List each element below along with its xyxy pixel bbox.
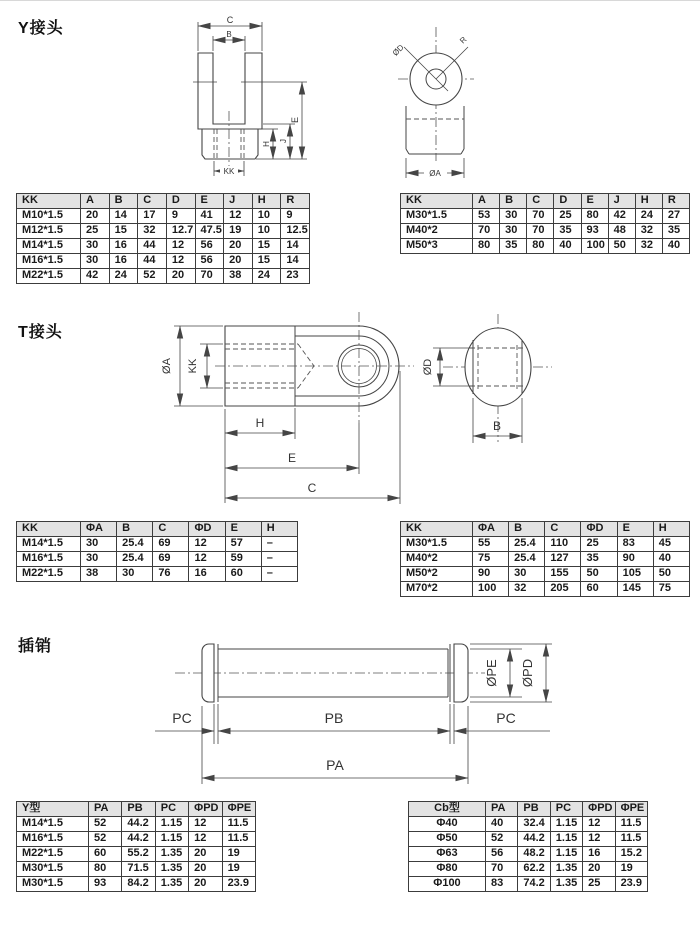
value-cell: 24 xyxy=(109,269,138,284)
row-label-cell: M30*1.5 xyxy=(401,209,473,224)
column-header: ΦA xyxy=(81,522,117,537)
value-cell: 52 xyxy=(138,269,167,284)
value-cell: 1.15 xyxy=(155,832,188,847)
table-row xyxy=(17,239,310,254)
table-header-row xyxy=(401,522,690,537)
table-row xyxy=(17,862,256,877)
value-cell: 93 xyxy=(89,877,122,892)
row-label-cell: M16*1.5 xyxy=(17,832,89,847)
value-cell: 44.2 xyxy=(122,817,155,832)
table-row xyxy=(17,269,310,284)
value-cell: 35 xyxy=(581,552,617,567)
value-cell: 1.15 xyxy=(155,817,188,832)
dim-label-r: R xyxy=(458,35,469,46)
row-label-cell: M22*1.5 xyxy=(17,847,89,862)
column-header: H xyxy=(653,522,689,537)
value-cell: 30 xyxy=(81,254,110,269)
table-row xyxy=(17,567,298,582)
row-label-cell: M10*1.5 xyxy=(17,209,81,224)
spec-table xyxy=(16,801,256,892)
table-row xyxy=(17,254,310,269)
value-cell: 56 xyxy=(195,239,224,254)
column-header: C xyxy=(545,522,581,537)
value-cell: 30 xyxy=(117,567,153,582)
value-cell: 52 xyxy=(89,832,122,847)
value-cell: 1.35 xyxy=(550,862,582,877)
value-cell: 55.2 xyxy=(122,847,155,862)
value-cell: 44 xyxy=(138,254,167,269)
value-cell: 20 xyxy=(224,254,253,269)
value-cell: 80 xyxy=(581,209,608,224)
value-cell: 48 xyxy=(608,224,635,239)
column-header: KK xyxy=(17,194,81,209)
pin-drawing xyxy=(130,626,560,791)
value-cell: 52 xyxy=(486,832,518,847)
value-cell: 47.5 xyxy=(195,224,224,239)
column-header: B xyxy=(109,194,138,209)
value-cell: 69 xyxy=(153,537,189,552)
row-label-cell: M14*1.5 xyxy=(17,239,81,254)
value-cell: 25 xyxy=(554,209,581,224)
value-cell: 35 xyxy=(500,239,527,254)
row-label-cell: Φ80 xyxy=(409,862,486,877)
value-cell: 80 xyxy=(473,239,500,254)
value-cell: 38 xyxy=(81,567,117,582)
value-cell: 27 xyxy=(662,209,689,224)
value-cell: 69 xyxy=(153,552,189,567)
row-label-cell: M22*1.5 xyxy=(17,269,81,284)
row-label-cell: Φ100 xyxy=(409,877,486,892)
table-row xyxy=(17,537,298,552)
value-cell: 70 xyxy=(486,862,518,877)
value-cell: 12.5 xyxy=(281,224,310,239)
row-label-cell: M40*2 xyxy=(401,552,473,567)
column-header: ΦPE xyxy=(615,802,647,817)
value-cell: 41 xyxy=(195,209,224,224)
row-label-cell: M12*1.5 xyxy=(17,224,81,239)
column-header: J xyxy=(224,194,253,209)
table-row xyxy=(401,552,690,567)
value-cell: 32 xyxy=(635,224,662,239)
value-cell: 17 xyxy=(138,209,167,224)
row-label-cell: M16*1.5 xyxy=(17,254,81,269)
column-header: E xyxy=(617,522,653,537)
value-cell: 12 xyxy=(189,817,222,832)
value-cell: 32 xyxy=(509,582,545,597)
value-cell: 1.35 xyxy=(155,847,188,862)
table-row xyxy=(17,877,256,892)
value-cell: 12 xyxy=(166,254,195,269)
column-header: R xyxy=(281,194,310,209)
value-cell: 50 xyxy=(581,567,617,582)
value-cell: 70 xyxy=(195,269,224,284)
dim-label-h: H xyxy=(255,416,265,430)
value-cell: 9 xyxy=(166,209,195,224)
value-cell: 52 xyxy=(89,817,122,832)
value-cell: 23.9 xyxy=(222,877,255,892)
value-cell: 127 xyxy=(545,552,581,567)
value-cell: 14 xyxy=(281,254,310,269)
value-cell: – xyxy=(261,537,297,552)
value-cell: 40 xyxy=(486,817,518,832)
table-header-row xyxy=(17,522,298,537)
value-cell: 12 xyxy=(583,832,615,847)
value-cell: 9 xyxy=(281,209,310,224)
value-cell: 20 xyxy=(189,847,222,862)
row-label-cell: Φ50 xyxy=(409,832,486,847)
value-cell: 24 xyxy=(635,209,662,224)
value-cell: 15 xyxy=(252,239,281,254)
spec-table xyxy=(408,801,648,892)
column-header: ΦD xyxy=(189,522,225,537)
value-cell: 70 xyxy=(527,209,554,224)
table-row xyxy=(401,239,690,254)
value-cell: 1.15 xyxy=(550,847,582,862)
y-joint-table-left xyxy=(16,193,310,284)
value-cell: 32 xyxy=(635,239,662,254)
dim-label-phi-pe: ØPE xyxy=(484,659,499,687)
table-row xyxy=(17,552,298,567)
value-cell: 11.5 xyxy=(222,832,255,847)
value-cell: 145 xyxy=(617,582,653,597)
value-cell: 105 xyxy=(617,567,653,582)
value-cell: 205 xyxy=(545,582,581,597)
y-joint-side-view-drawing xyxy=(380,21,530,186)
y-joint-front-view-drawing xyxy=(150,11,350,186)
table-row xyxy=(17,817,256,832)
value-cell: 16 xyxy=(189,567,225,582)
value-cell: 44.2 xyxy=(122,832,155,847)
spec-table xyxy=(16,193,310,284)
value-cell: 12 xyxy=(189,537,225,552)
t-joint-table-right xyxy=(400,521,690,597)
table-header-row xyxy=(17,194,310,209)
value-cell: 30 xyxy=(81,537,117,552)
value-cell: 40 xyxy=(554,239,581,254)
column-header: KK xyxy=(17,522,81,537)
value-cell: 15.2 xyxy=(615,847,647,862)
column-header: ΦPD xyxy=(583,802,615,817)
table-row xyxy=(409,862,648,877)
column-header: KK xyxy=(401,522,473,537)
value-cell: 12 xyxy=(166,239,195,254)
value-cell: 55 xyxy=(473,537,509,552)
column-header: D xyxy=(554,194,581,209)
dim-label-phi-d: ØD xyxy=(390,42,406,58)
value-cell: 12 xyxy=(189,832,222,847)
column-header: E xyxy=(195,194,224,209)
column-header: H xyxy=(635,194,662,209)
t-joint-table-left xyxy=(16,521,298,582)
value-cell: 30 xyxy=(81,239,110,254)
value-cell: 25 xyxy=(81,224,110,239)
table-row xyxy=(401,567,690,582)
value-cell: 83 xyxy=(617,537,653,552)
row-label-cell: M70*2 xyxy=(401,582,473,597)
value-cell: 1.15 xyxy=(550,817,582,832)
dim-label-pa: PA xyxy=(326,757,344,773)
value-cell: 100 xyxy=(473,582,509,597)
value-cell: 1.15 xyxy=(550,832,582,847)
column-header: D xyxy=(166,194,195,209)
value-cell: – xyxy=(261,567,297,582)
t-joint-side-view-drawing xyxy=(420,306,570,451)
value-cell: 1.35 xyxy=(155,862,188,877)
value-cell: 90 xyxy=(473,567,509,582)
dim-label-b: B xyxy=(226,30,232,39)
value-cell: 30 xyxy=(500,209,527,224)
value-cell: 23 xyxy=(281,269,310,284)
pin-table-left xyxy=(16,801,256,892)
value-cell: 15 xyxy=(252,254,281,269)
dim-label-phi-a: ØA xyxy=(161,358,173,374)
value-cell: 71.5 xyxy=(122,862,155,877)
dim-label-kk: KK xyxy=(223,167,235,176)
value-cell: 30 xyxy=(509,567,545,582)
column-header: E xyxy=(581,194,608,209)
value-cell: 60 xyxy=(225,567,261,582)
value-cell: 40 xyxy=(662,239,689,254)
value-cell: 53 xyxy=(473,209,500,224)
value-cell: 57 xyxy=(225,537,261,552)
dim-label-phi-a: ØA xyxy=(429,169,441,178)
value-cell: 25.4 xyxy=(117,537,153,552)
spec-table xyxy=(16,521,298,582)
value-cell: 16 xyxy=(109,254,138,269)
dim-label-c: C xyxy=(307,481,317,495)
value-cell: 19 xyxy=(222,862,255,877)
value-cell: 16 xyxy=(583,847,615,862)
value-cell: 50 xyxy=(653,567,689,582)
value-cell: 44.2 xyxy=(518,832,550,847)
value-cell: – xyxy=(261,552,297,567)
value-cell: 76 xyxy=(153,567,189,582)
table-row xyxy=(409,817,648,832)
value-cell: 80 xyxy=(89,862,122,877)
value-cell: 1.35 xyxy=(550,877,582,892)
dim-label-e: E xyxy=(287,451,297,465)
dim-label-b: B xyxy=(492,419,502,433)
value-cell: 12 xyxy=(189,552,225,567)
row-label-cell: M22*1.5 xyxy=(17,567,81,582)
value-cell: 14 xyxy=(109,209,138,224)
value-cell: 11.5 xyxy=(615,817,647,832)
row-label-cell: M16*1.5 xyxy=(17,552,81,567)
value-cell: 30 xyxy=(81,552,117,567)
column-header: PA xyxy=(89,802,122,817)
value-cell: 80 xyxy=(527,239,554,254)
value-cell: 70 xyxy=(473,224,500,239)
value-cell: 12.7 xyxy=(166,224,195,239)
dim-label-pc-left: PC xyxy=(172,710,192,726)
value-cell: 12 xyxy=(224,209,253,224)
value-cell: 15 xyxy=(109,224,138,239)
table-row xyxy=(409,832,648,847)
value-cell: 16 xyxy=(109,239,138,254)
row-label-cell: M14*1.5 xyxy=(17,817,89,832)
dim-label-phi-d: ØD xyxy=(422,358,434,376)
value-cell: 14 xyxy=(281,239,310,254)
value-cell: 20 xyxy=(166,269,195,284)
column-header: C xyxy=(138,194,167,209)
value-cell: 30 xyxy=(500,224,527,239)
column-header: KK xyxy=(401,194,473,209)
value-cell: 50 xyxy=(608,239,635,254)
value-cell: 75 xyxy=(653,582,689,597)
column-header: B xyxy=(500,194,527,209)
value-cell: 20 xyxy=(224,239,253,254)
value-cell: 25.4 xyxy=(509,537,545,552)
dim-label-h: H xyxy=(262,141,271,147)
row-label-cell: Φ63 xyxy=(409,847,486,862)
spec-table xyxy=(400,521,690,597)
column-header: ΦD xyxy=(581,522,617,537)
column-header: PB xyxy=(518,802,550,817)
value-cell: 45 xyxy=(653,537,689,552)
spec-table xyxy=(400,193,690,254)
column-header: A xyxy=(473,194,500,209)
column-header: C xyxy=(153,522,189,537)
column-header: C xyxy=(527,194,554,209)
column-header: J xyxy=(608,194,635,209)
section-title-y-joint: Y接头 xyxy=(18,20,64,37)
column-header: PB xyxy=(122,802,155,817)
value-cell: 10 xyxy=(252,224,281,239)
value-cell: 110 xyxy=(545,537,581,552)
value-cell: 48.2 xyxy=(518,847,550,862)
column-header: PC xyxy=(550,802,582,817)
value-cell: 35 xyxy=(662,224,689,239)
row-label-cell: M30*1.5 xyxy=(401,537,473,552)
table-row xyxy=(401,537,690,552)
value-cell: 25.4 xyxy=(509,552,545,567)
y-joint-table-right xyxy=(400,193,690,254)
column-header: ΦPE xyxy=(222,802,255,817)
value-cell: 56 xyxy=(486,847,518,862)
value-cell: 20 xyxy=(583,862,615,877)
table-row xyxy=(401,224,690,239)
table-header-row xyxy=(409,802,648,817)
dim-label-j: J xyxy=(279,139,288,143)
value-cell: 70 xyxy=(527,224,554,239)
value-cell: 20 xyxy=(81,209,110,224)
value-cell: 59 xyxy=(225,552,261,567)
dim-label-pb: PB xyxy=(324,710,344,726)
t-joint-front-view-drawing xyxy=(130,311,420,511)
table-row xyxy=(17,832,256,847)
row-label-cell: M30*1.5 xyxy=(17,877,89,892)
table-row xyxy=(409,847,648,862)
value-cell: 20 xyxy=(189,877,222,892)
section-title-t-joint: T接头 xyxy=(18,324,63,341)
value-cell: 25.4 xyxy=(117,552,153,567)
column-header: H xyxy=(252,194,281,209)
row-label-cell: Φ40 xyxy=(409,817,486,832)
column-header: ΦA xyxy=(473,522,509,537)
dim-label-e: E xyxy=(290,116,300,124)
column-header: E xyxy=(225,522,261,537)
row-label-cell: M30*1.5 xyxy=(17,862,89,877)
table-row xyxy=(17,847,256,862)
value-cell: 100 xyxy=(581,239,608,254)
row-label-cell: M14*1.5 xyxy=(17,537,81,552)
column-header: PC xyxy=(155,802,188,817)
column-header: B xyxy=(509,522,545,537)
value-cell: 11.5 xyxy=(222,817,255,832)
value-cell: 42 xyxy=(608,209,635,224)
value-cell: 62.2 xyxy=(518,862,550,877)
value-cell: 32 xyxy=(138,224,167,239)
column-header: PA xyxy=(486,802,518,817)
value-cell: 11.5 xyxy=(615,832,647,847)
value-cell: 60 xyxy=(581,582,617,597)
dim-label-c: C xyxy=(226,15,234,25)
value-cell: 90 xyxy=(617,552,653,567)
column-header: Cb型 xyxy=(409,802,486,817)
table-header-row xyxy=(17,802,256,817)
pin-table-right xyxy=(408,801,648,892)
value-cell: 19 xyxy=(222,847,255,862)
value-cell: 25 xyxy=(583,877,615,892)
table-row xyxy=(409,877,648,892)
value-cell: 19 xyxy=(224,224,253,239)
value-cell: 60 xyxy=(89,847,122,862)
table-row xyxy=(17,209,310,224)
column-header: Y型 xyxy=(17,802,89,817)
value-cell: 20 xyxy=(189,862,222,877)
value-cell: 155 xyxy=(545,567,581,582)
table-row xyxy=(17,224,310,239)
dim-label-kk: KK xyxy=(187,358,199,374)
dim-label-phi-pd: ØPD xyxy=(520,658,535,688)
value-cell: 10 xyxy=(252,209,281,224)
value-cell: 1.35 xyxy=(155,877,188,892)
value-cell: 32.4 xyxy=(518,817,550,832)
value-cell: 25 xyxy=(581,537,617,552)
column-header: B xyxy=(117,522,153,537)
value-cell: 40 xyxy=(653,552,689,567)
value-cell: 35 xyxy=(554,224,581,239)
section-title-pin: 插销 xyxy=(18,638,53,655)
dim-label-pc-right: PC xyxy=(496,710,516,726)
value-cell: 12 xyxy=(583,817,615,832)
table-row xyxy=(401,582,690,597)
value-cell: 44 xyxy=(138,239,167,254)
value-cell: 24 xyxy=(252,269,281,284)
value-cell: 19 xyxy=(615,862,647,877)
value-cell: 83 xyxy=(486,877,518,892)
value-cell: 38 xyxy=(224,269,253,284)
row-label-cell: M50*2 xyxy=(401,567,473,582)
column-header: R xyxy=(662,194,689,209)
row-label-cell: M40*2 xyxy=(401,224,473,239)
value-cell: 93 xyxy=(581,224,608,239)
column-header: A xyxy=(81,194,110,209)
value-cell: 23.9 xyxy=(615,877,647,892)
value-cell: 75 xyxy=(473,552,509,567)
table-header-row xyxy=(401,194,690,209)
column-header: H xyxy=(261,522,297,537)
value-cell: 84.2 xyxy=(122,877,155,892)
value-cell: 42 xyxy=(81,269,110,284)
value-cell: 74.2 xyxy=(518,877,550,892)
row-label-cell: M50*3 xyxy=(401,239,473,254)
table-row xyxy=(401,209,690,224)
value-cell: 56 xyxy=(195,254,224,269)
column-header: ΦPD xyxy=(189,802,222,817)
